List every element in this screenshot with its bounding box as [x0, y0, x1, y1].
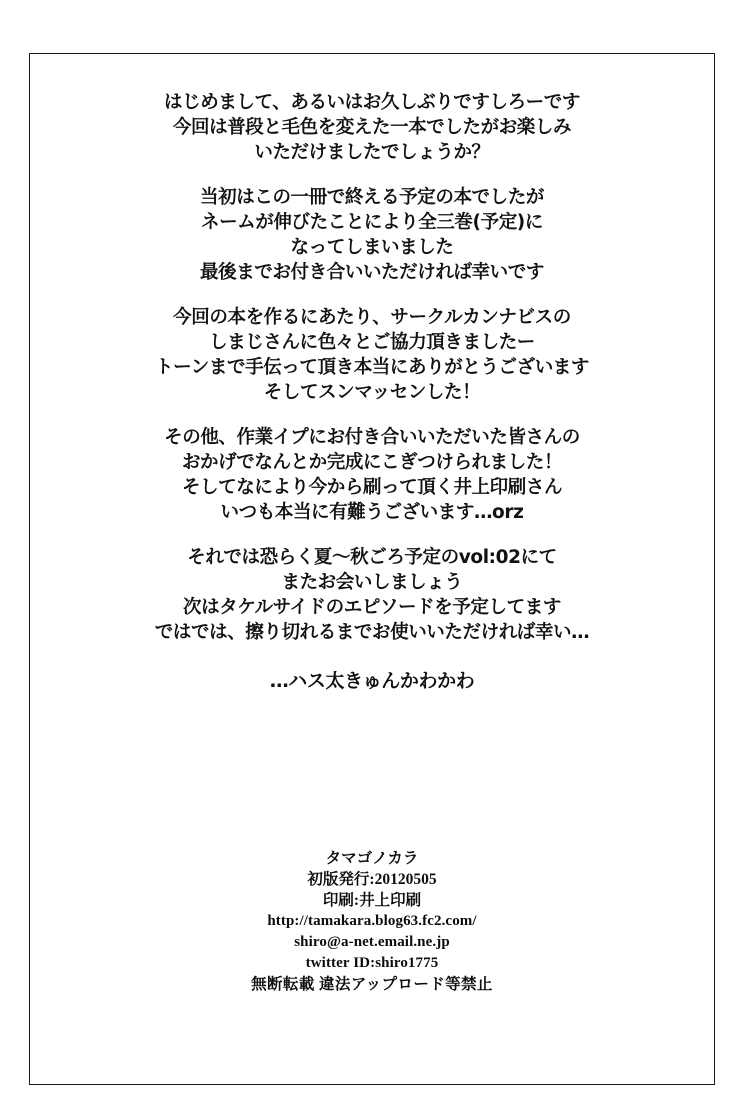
afterword-line: 次はタケルサイドのエピソードを予定してます [183, 597, 561, 618]
afterword-line: またお会いしましょう [281, 572, 463, 593]
colophon-email: shiro@a-net.email.ne.jp [294, 934, 450, 950]
afterword-line: そしてなにより今から刷って頂く井上印刷さん [181, 477, 563, 498]
afterword-text-block [29, 90, 715, 694]
afterword-paragraph [29, 425, 715, 525]
colophon-copyright-notice: 無断転載 違法アップロード等禁止 [251, 976, 493, 993]
afterword-line: おかげでなんとか完成にこぎつけられました！ [181, 452, 563, 473]
afterword-line: ネームが伸びたことにより全三巻(予定)に [201, 212, 543, 233]
afterword-line: しまじさんに色々とご協力頂きましたー [209, 332, 535, 353]
afterword-line: 最後までお付き合いいただければ幸いです [200, 262, 544, 283]
afterword-line: そしてスンマッセンした！ [263, 382, 481, 403]
afterword-paragraph [29, 185, 715, 285]
afterword-line: ではでは、擦り切れるまでお使いいただければ幸い… [154, 622, 590, 643]
afterword-line: 今回の本を作るにあたり、サークルカンナビスの [173, 307, 571, 328]
colophon-edition: 初版発行:20120505 [307, 871, 437, 888]
colophon-website: http://tamakara.blog63.fc2.com/ [267, 913, 477, 929]
page-content [29, 53, 715, 1085]
afterword-line: いただけましたでしょうか？ [254, 142, 490, 163]
afterword-paragraph [29, 305, 715, 405]
afterword-paragraph [29, 90, 715, 165]
author-signature: …ハス太きゅんかわかわ [269, 670, 475, 692]
colophon-title: タマゴノカラ [325, 850, 419, 867]
afterword-line: 今回は普段と毛色を変えた一本でしたがお楽しみ [172, 117, 572, 138]
colophon-printer: 印刷:井上印刷 [322, 892, 422, 909]
afterword-line: いつも本当に有難うございます…orz [220, 502, 524, 523]
afterword-line: その他、作業イプにお付き合いいただいた皆さんの [164, 427, 580, 448]
colophon-twitter: twitter ID:shiro1775 [305, 955, 439, 971]
colophon-block [29, 848, 715, 995]
afterword-line: なってしまいました [290, 237, 454, 258]
afterword-line: 当初はこの一冊で終える予定の本でしたが [200, 187, 544, 208]
afterword-line: はじめまして、あるいはお久しぶりですしろーです [164, 92, 580, 113]
afterword-line: トーンまで手伝って頂き本当にありがとうございます [154, 357, 590, 378]
afterword-line: それでは恐らく夏〜秋ごろ予定のvol:02にて [187, 547, 557, 568]
afterword-paragraph [29, 545, 715, 645]
